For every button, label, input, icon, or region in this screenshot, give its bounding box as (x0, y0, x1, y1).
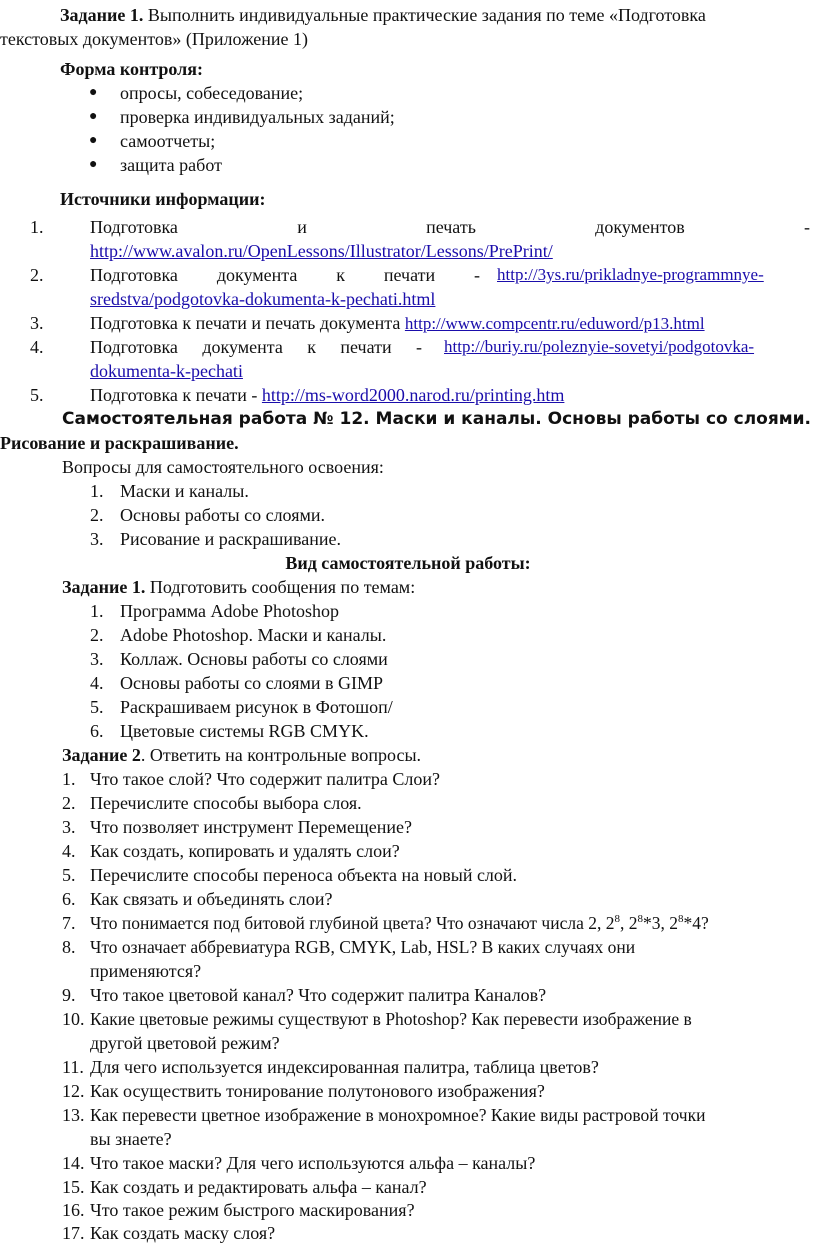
q7-part: *3, 2 (643, 913, 678, 933)
bullet-icon: ● (89, 157, 98, 172)
question-number: 13. (62, 1105, 85, 1125)
topic-item: Основы работы со слоями. (120, 505, 326, 525)
question-number: 14. (62, 1153, 85, 1173)
word: - (803, 217, 810, 237)
question-number: 1. (62, 769, 76, 789)
word: документа (202, 337, 283, 357)
question-text: Как создать, копировать и удалять слои? (90, 841, 400, 861)
task1b-label: Задание 1. (62, 577, 146, 597)
source-2-text (90, 264, 480, 286)
task2-text: . Ответить на контрольные вопросы. (140, 745, 422, 765)
question-number: 2. (62, 793, 76, 813)
word: Подготовка (90, 265, 178, 285)
source-4-text (90, 336, 422, 358)
task1-item: Основы работы со слоями в GIMP (120, 673, 384, 693)
source-5-label: Подготовка к печати - (90, 385, 262, 405)
question-number: 10. (62, 1009, 85, 1029)
source-number: 3. (30, 313, 44, 333)
q7-part: , 2 (620, 913, 638, 933)
source-number: 2. (30, 265, 44, 285)
question-number: 8. (62, 937, 76, 957)
task1-item: Adobe Photoshop. Маски и каналы. (120, 625, 387, 645)
question-text: Перечислите способы переноса объекта на новый слой. (90, 865, 518, 885)
source-number: 1. (30, 217, 44, 237)
question-text-cont: другой цветовой режим? (90, 1033, 280, 1053)
word: - (474, 265, 480, 285)
question-number: 7. (62, 913, 76, 933)
task1-item-number: 4. (90, 673, 104, 693)
question-text: Как осуществить тонирование полутонового изображения? (90, 1081, 545, 1101)
word: печати (340, 337, 392, 357)
word: Подготовка (90, 217, 178, 237)
questions-intro: Вопросы для самостоятельного освоения: (62, 457, 384, 477)
exponent: 8 (637, 913, 643, 926)
question-number: 11. (62, 1057, 84, 1077)
question-text: Что такое маски? Для чего используются альфа – каналы? (90, 1153, 536, 1173)
question-number: 3. (62, 817, 76, 837)
work-kind-title: Вид самостоятельной работы: (285, 553, 531, 573)
topic-number: 2. (90, 505, 104, 525)
source-2-link-cont[interactable]: sredstva/podgotovka-dokumenta-k-pechati.html (90, 289, 436, 309)
word: документов (595, 217, 685, 237)
sources-title: Источники информации: (60, 189, 266, 209)
question-text: Как связать и объединять слои? (90, 889, 333, 909)
question-number: 6. (62, 889, 76, 909)
exponent: 8 (614, 913, 620, 926)
question-text: Перечислите способы выбора слоя. (90, 793, 362, 813)
control-item: опросы, собеседование; (120, 83, 304, 103)
task1-item-number: 5. (90, 697, 104, 717)
task1-item-number: 2. (90, 625, 104, 645)
word: к (307, 337, 316, 357)
task1-label: Задание 1. (60, 5, 144, 25)
question-text: Что означает аббревиатура RGB, CMYK, Lab, HSL? В каких случаях они (90, 937, 636, 957)
task1-item-number: 1. (90, 601, 104, 621)
task1-item: Программа Adobe Photoshop (120, 601, 340, 621)
question-text-cont: применяются? (90, 961, 202, 981)
task1-item-number: 6. (90, 721, 104, 741)
task2-line (62, 744, 421, 766)
word: документа (216, 265, 298, 285)
question-text: Какие цветовые режимы существуют в Photoshop? Как перевести изображение в (90, 1009, 692, 1029)
word: к (336, 265, 345, 285)
question-number: 12. (62, 1081, 85, 1101)
exponent: 8 (678, 913, 684, 926)
task2-label: Задание 2 (62, 745, 141, 765)
task1-item: Раскрашиваем рисунок в Фотошоп/ (120, 697, 393, 717)
bullet-icon: ● (89, 109, 98, 124)
control-item: проверка индивидуальных заданий; (120, 107, 395, 127)
bullet-icon: ● (89, 85, 98, 100)
question-number: 9. (62, 985, 76, 1005)
question-text: Что такое режим быстрого маскирования? (90, 1200, 415, 1220)
topic-number: 3. (90, 529, 104, 549)
source-4-link-cont[interactable]: dokumenta-k-pechati (90, 361, 243, 381)
task1b-text: Подготовить сообщения по темам: (145, 577, 416, 597)
source-3-label: Подготовка к печати и печать документа (90, 313, 401, 333)
question-text-cont: вы знаете? (90, 1129, 172, 1149)
source-4-link[interactable]: http://buriy.ru/poleznyie-sovetyi/podgotovka- (444, 337, 755, 356)
question-text: Что такое цветовой канал? Что содержит палитра Каналов? (90, 985, 547, 1005)
bullet-icon: ● (89, 133, 98, 148)
word: и (297, 217, 307, 237)
word: печать (426, 217, 476, 237)
question-number: 15. (62, 1177, 85, 1197)
word: печати (383, 265, 436, 285)
task1b-line (62, 576, 415, 598)
question-number: 16. (62, 1200, 85, 1220)
task1-text: Выполнить индивидуальные практические задания по теме «Подготовка (147, 5, 706, 25)
q7-part: Что понимается под битовой глубиной цвета? Что означают числа 2, 2 (90, 913, 615, 933)
source-5-link[interactable]: http://ms-word2000.narod.ru/printing.htm (261, 385, 565, 405)
topic-number: 1. (90, 481, 104, 501)
question-text: Для чего используется индексированная палитра, таблица цветов? (90, 1057, 599, 1077)
task1-item-number: 3. (90, 649, 104, 669)
question-text: Что позволяет инструмент Перемещение? (90, 817, 413, 837)
topic-item: Маски и каналы. (120, 481, 249, 501)
topic-item: Рисование и раскрашивание. (120, 529, 341, 549)
control-item: защита работ (120, 155, 222, 175)
source-number: 4. (30, 337, 44, 357)
question-text: Как создать маску слоя? (90, 1223, 276, 1243)
task1-intro-line (60, 4, 706, 26)
source-number: 5. (30, 385, 44, 405)
work12-title: Самостоятельная работа № 12. Маски и каналы. Основы работы со слоями. (62, 409, 812, 429)
question-text: Как создать и редактировать альфа – канал? (90, 1177, 427, 1197)
word: - (416, 337, 422, 357)
source-1-link[interactable]: http://www.avalon.ru/OpenLessons/Illustrator/Lessons/PrePrint/ (90, 241, 553, 261)
source-3-text (90, 312, 705, 335)
question-number: 4. (62, 841, 76, 861)
control-item: самоотчеты; (120, 131, 216, 151)
q7-part: *4? (683, 913, 709, 933)
question-number: 17. (62, 1223, 85, 1243)
question-text (90, 912, 709, 934)
question-number: 5. (62, 865, 76, 885)
control-form-title: Форма контроля: (60, 59, 204, 79)
source-2-link[interactable]: http://3ys.ru/prikladnye-programmnye- (497, 265, 764, 284)
question-text: Что такое слой? Что содержит палитра Слои? (90, 769, 440, 789)
task1-item: Коллаж. Основы работы со слоями (120, 649, 388, 669)
work12-title-cont: Рисование и раскрашивание. (0, 433, 239, 453)
source-3-link[interactable]: http://www.compcentr.ru/eduword/p13.html (404, 314, 705, 333)
task1-text-cont: текстовых документов» (Приложение 1) (0, 29, 309, 49)
task1-item: Цветовые системы RGB CMYK. (120, 721, 369, 741)
source-5-text (90, 384, 564, 406)
question-text: Как перевести цветное изображение в монохромное? Какие виды растровой точки (90, 1105, 706, 1125)
source-1-text (90, 216, 810, 238)
word: Подготовка (90, 337, 178, 357)
